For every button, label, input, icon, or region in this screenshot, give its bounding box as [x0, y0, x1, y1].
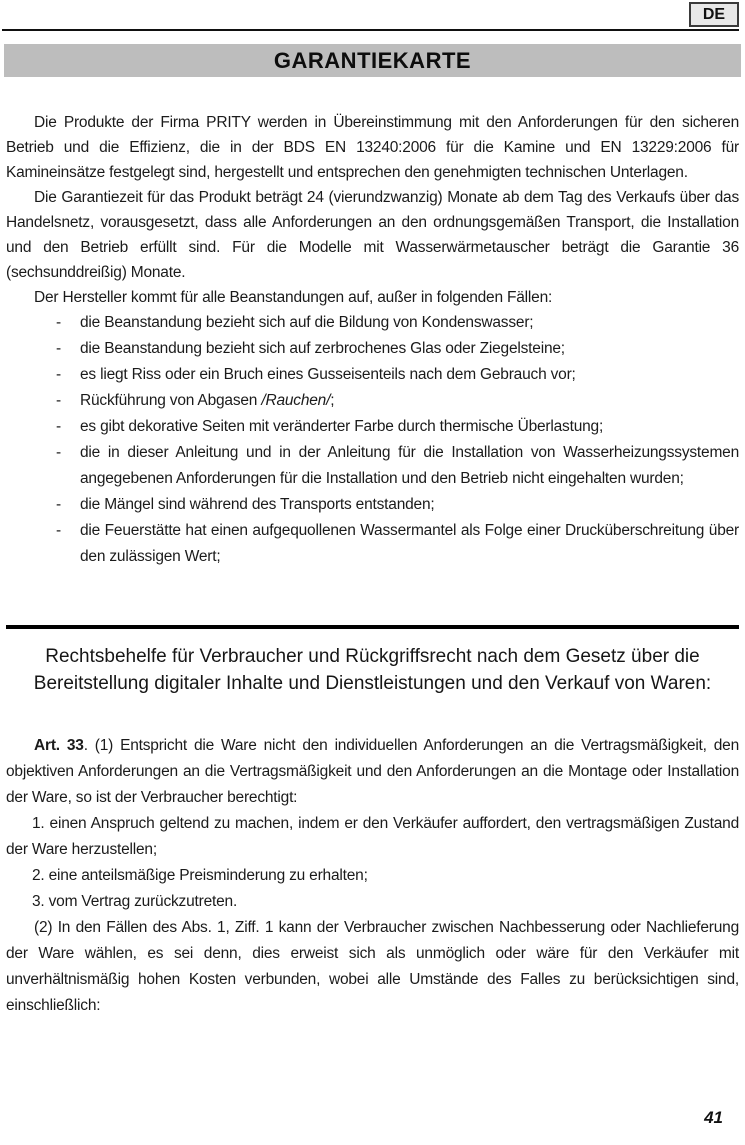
list-item: [6, 362, 739, 388]
dash-bullet: -: [56, 418, 61, 435]
warranty-paragraph-3: Der Hersteller kommt für alle Beanstandungen auf, außer in folgenden Fällen:: [34, 289, 553, 306]
exclusion-list: [6, 310, 739, 570]
list-item-text: die Beanstandung bezieht sich auf zerbrochenes Glas oder Ziegelsteine;: [80, 340, 565, 357]
article-33-label: Art. 33: [34, 737, 84, 754]
section-divider-line: [6, 625, 739, 629]
dash-bullet: -: [56, 392, 61, 409]
dash-bullet: -: [56, 314, 61, 331]
list-item-text: es liegt Riss oder ein Bruch eines Gusseisenteils nach dem Gebrauch vor;: [80, 366, 576, 383]
list-item: [6, 388, 739, 414]
legal-section-body: [6, 733, 739, 1019]
list-item: [6, 492, 739, 518]
list-item-text: es gibt dekorative Seiten mit veränderter Farbe durch thermische Überlastung;: [80, 418, 604, 435]
article-33-text: . (1) Entspricht die Ware nicht den individuellen Anforderungen an die Vertragsmäßigkeit, den objektiven Anforderungen an die Vertragsmäßigkeit und den Anforderungen an die Montage oder Installation der Ware, so ist der Verbraucher berechtigt:: [6, 737, 739, 806]
list-item-text: die Mängel sind während des Transports entstanden;: [80, 496, 435, 513]
language-badge: [689, 2, 739, 27]
numbered-item-1: 1. einen Anspruch geltend zu machen, indem er den Verkäufer auffordert, den vertragsmäßigen Zustand der Ware herzustellen;: [6, 815, 739, 858]
list-item-text: die in dieser Anleitung und in der Anleitung für die Installation von Wasserheizungssystemen angegebenen Anforderungen für die Installation und den Betrieb nicht eingehalten wurden;: [80, 444, 739, 487]
page-number: 41: [704, 1108, 723, 1127]
document-body: [0, 110, 745, 1019]
dash-bullet: -: [56, 340, 61, 357]
dash-bullet: -: [56, 366, 61, 383]
list-item-text: die Beanstandung bezieht sich auf die Bildung von Kondenswasser;: [80, 314, 534, 331]
language-badge-label: DE: [702, 5, 726, 23]
warranty-paragraph-2: Die Garantiezeit für das Produkt beträgt 24 (vierundzwanzig) Monate ab dem Tag des Verkaufs über das Handelsnetz, vorausgesetzt, dass alle Anforderungen an den ordnungsgemäßen Transport, die Installation und den Betrieb erfüllt sind. Für die Modelle mit Wasserwärmetauscher beträgt die Garantie 36 (sechsunddreißig) Monate.: [6, 189, 739, 281]
list-item-text: Rückführung von Abgasen: [80, 392, 262, 409]
list-item: [6, 414, 739, 440]
title-bar: [4, 44, 741, 77]
list-item: [6, 310, 739, 336]
numbered-item-2: 2. eine anteilsmäßige Preisminderung zu erhalten;: [32, 867, 368, 884]
article-33-paragraph: [6, 733, 739, 811]
list-item: [6, 336, 739, 362]
list-item-text: ;: [330, 392, 335, 409]
dash-bullet: -: [56, 496, 61, 513]
list-item-text: die Feuerstätte hat einen aufgequollenen Wassermantel als Folge einer Drucküberschreitung über den zulässigen Wert;: [80, 522, 739, 565]
page-title: GARANTIEKARTE: [273, 47, 472, 73]
warranty-paragraph-1: Die Produkte der Firma PRITY werden in Übereinstimmung mit den Anforderungen für den sicheren Betrieb und die Effizienz, die in der BDS EN 13240:2006 für die Kamine und EN 13229:2006 für Kamineinsätze festgelegt sind, hergestellt und entsprechen den genehmigten technischen Unterlagen.: [6, 114, 739, 181]
numbered-item-3: 3. vom Vertrag zurückzutreten.: [32, 893, 238, 910]
list-item: [6, 518, 739, 570]
list-item: [6, 440, 739, 492]
closing-paragraph: (2) In den Fällen des Abs. 1, Ziff. 1 kann der Verbraucher zwischen Nachbesserung oder Nachlieferung der Ware wählen, es sei denn, dies erweist sich als unmöglich oder wäre für den Verkäufer mit unverhältnismäßig hohen Kosten verbunden, wobei alle Umstände des Falles zu berücksichtigen sind, einschließlich:: [6, 919, 739, 1014]
dash-bullet: -: [56, 522, 61, 539]
header-divider-line: [2, 29, 739, 31]
list-item-text-italic: /Rauchen/: [261, 392, 331, 409]
legal-section-heading: Rechtsbehelfe für Verbraucher und Rückgriffsrecht nach dem Gesetz über die Bereitstellung digitaler Inhalte und Dienstleistungen und den Verkauf von Waren:: [33, 646, 712, 694]
dash-bullet: -: [56, 444, 61, 461]
